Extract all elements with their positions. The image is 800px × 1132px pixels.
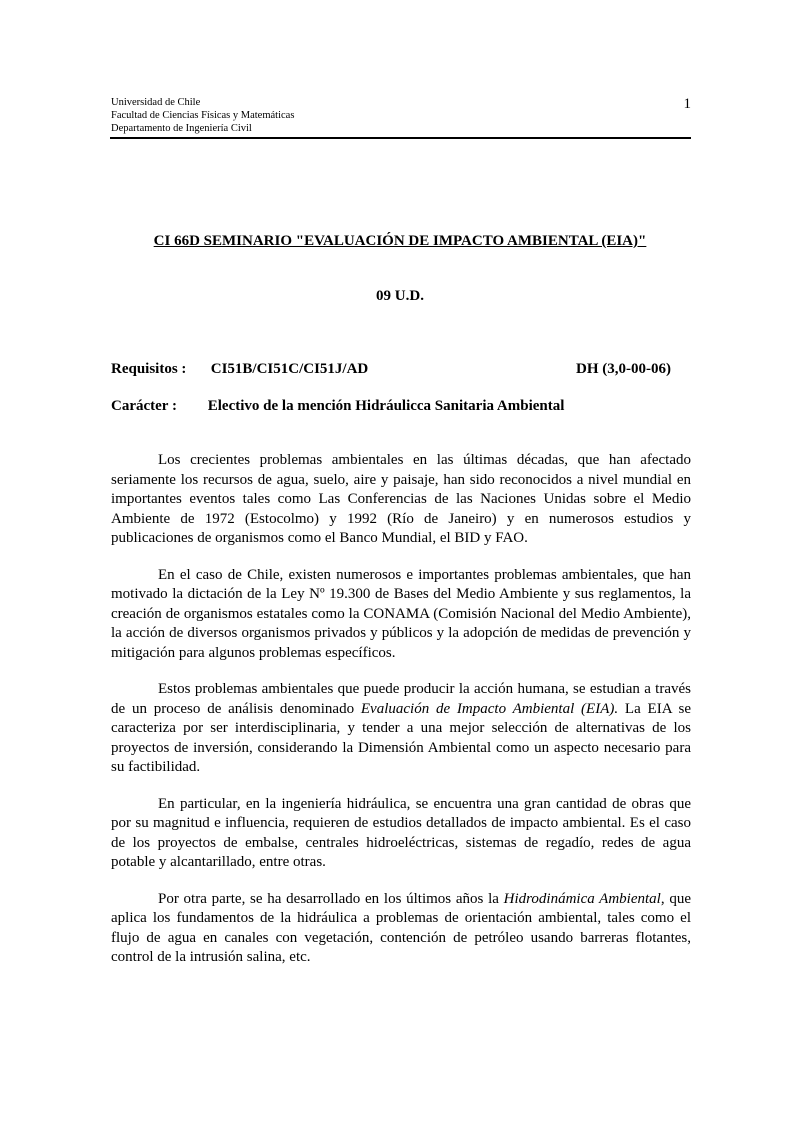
faculty-name: Facultad de Ciencias Físicas y Matemáticas <box>111 110 295 121</box>
paragraph-3-text-a: Estos problemas ambientales que puede producir la acción humana, se estudian a través de un proceso de análisis denominado <box>111 681 691 717</box>
page-number: 1 <box>683 96 691 112</box>
requisitos-row <box>111 361 671 378</box>
course-units: 09 U.D. <box>376 288 424 304</box>
paragraph-5-text-b: , que aplica los fundamentos de la hidráulica a problemas de orientación ambiental, tales como el flujo de agua en canales con vegetación, contención de petróleo usando barreras flotantes, control de la intrusión salina, etc. <box>111 890 691 965</box>
caracter-label: Carácter : <box>111 398 177 414</box>
paragraph-5 <box>111 890 691 968</box>
paragraph-3-italic: Evaluación de Impacto Ambiental (EIA). <box>360 700 619 717</box>
header-divider <box>110 137 691 139</box>
requisitos-value: CI51B/CI51C/CI51J/AD <box>210 361 369 377</box>
department-name: Departamento de Ingeniería Civil <box>111 123 252 134</box>
caracter-value: Electivo de la mención Hidráulicca Sanitaria Ambiental <box>207 398 565 414</box>
paragraph-4: En particular, en la ingeniería hidráulica, se encuentra una gran cantidad de obras que por su magnitud e influencia, requieren de estudios detallados de impacto ambiental. Es el caso de los proyectos de embalse, centrales hidroeléctricas, sistemas de regadío, redes de agua potable y alcantarillado, entre otras. <box>111 795 691 870</box>
requisitos-label: Requisitos : <box>111 361 187 377</box>
paragraph-2: En el caso de Chile, existen numerosos e importantes problemas ambientales, que han motivado la dictación de la Ley Nº 19.300 de Bases del Medio Ambiente y sus reglamentos, la creación de organismos estatales como la CONAMA (Comisión Nacional del Medio Ambiente), la acción de diversos organismos privados y públicos y la adopción de medidas de prevención y mitigación para algunos problemas específicos. <box>111 566 691 661</box>
paragraph-3-text-b: La EIA se caracteriza por ser interdisciplinaria, y tender a una mejor selección de alternativas de los proyectos de inversión, considerando la Dimensión Ambiental como un aspecto necesario para su factibilidad. <box>111 700 691 775</box>
paragraph-5-italic: Hidrodinámica Ambiental <box>503 890 661 907</box>
body-text <box>111 451 691 985</box>
dh-value: DH (3,0-00-06) <box>576 361 671 377</box>
page-header <box>111 96 691 135</box>
document-title: CI 66D SEMINARIO "EVALUACIÓN DE IMPACTO AMBIENTAL (EIA)" <box>153 233 647 249</box>
caracter-row <box>111 398 671 415</box>
paragraph-3 <box>111 680 691 778</box>
university-name: Universidad de Chile <box>111 97 201 108</box>
paragraph-1: Los crecientes problemas ambientales en las últimas décadas, que han afectado seriamente los recursos de agua, suelo, aire y paisaje, han sido reconocidos a nivel mundial en importantes eventos tales como Las Conferencias de las Naciones Unidas sobre el Medio Ambiente de 1972 (Estocolmo) y 1992 (Río de Janeiro) y en numerosos estudios y publicaciones de organismos como el Banco Mundial, el BID y FAO. <box>111 452 691 546</box>
paragraph-5-text-a: Por otra parte, se ha desarrollado en los últimos años la <box>158 890 504 907</box>
